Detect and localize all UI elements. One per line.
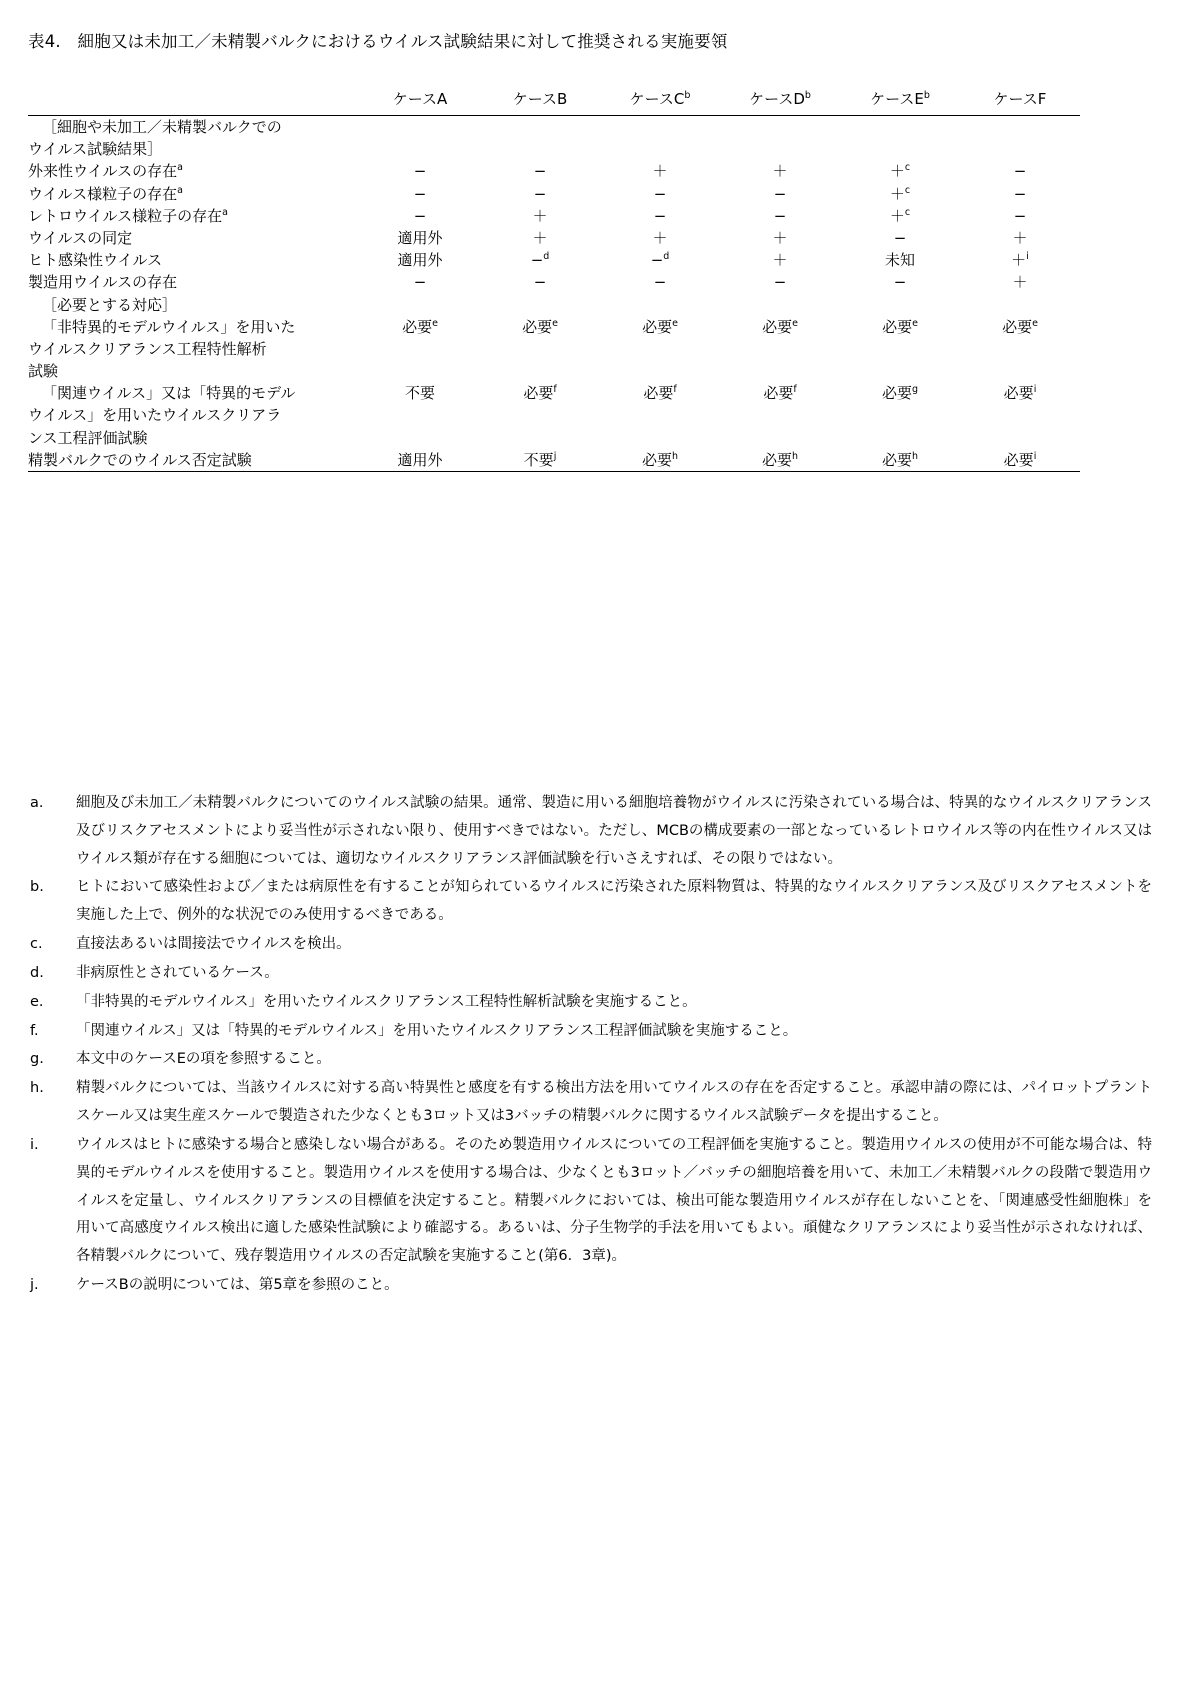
cell-d-value: ＋	[772, 228, 788, 247]
cell-a-value: 適用外	[397, 251, 443, 270]
cell-f	[960, 382, 1080, 449]
table-row	[28, 116, 1080, 161]
header-case-e-sup: b	[923, 90, 930, 101]
cell-f-sup: e	[1032, 317, 1038, 329]
row-label	[28, 271, 360, 293]
cell-e-value: ＋	[889, 162, 905, 181]
row-label-sup: a	[177, 162, 183, 174]
row-label-line2: ウイルス」を用いたウイルスクリアラ	[28, 406, 282, 425]
header-case-b	[480, 88, 600, 116]
table-row	[28, 227, 1080, 249]
table-header	[28, 88, 1080, 116]
footnote-b	[28, 874, 1152, 930]
cell-f	[960, 183, 1080, 205]
footnote-d-key: d.	[30, 964, 44, 981]
cell-e-value: ＋	[889, 184, 905, 203]
row-label	[28, 316, 360, 383]
cell-c	[600, 160, 720, 182]
cell-e-sup: e	[912, 317, 918, 329]
cell-d-sup: f	[793, 384, 797, 396]
cell-c	[600, 271, 720, 293]
row-label	[28, 183, 360, 205]
cell-c	[600, 249, 720, 271]
header-case-f	[960, 88, 1080, 116]
footnote-c	[28, 931, 1152, 959]
footnote-g-key: g.	[30, 1051, 44, 1068]
table-row	[28, 449, 1080, 471]
cell-f-value: ＋	[1011, 251, 1027, 270]
cell-d	[720, 382, 840, 449]
footnote-a-key: a.	[30, 795, 44, 811]
row-label-text: ［必要とする対応］	[42, 295, 178, 314]
row-label-text: レトロウイルス様粒子の存在	[28, 206, 223, 225]
row-label	[28, 116, 360, 161]
cell-c	[600, 449, 720, 471]
cell-e	[840, 205, 960, 227]
header-case-a-label: ケースA	[392, 90, 448, 108]
footnote-a-text: 細胞及び未加工／未精製バルクについてのウイルス試験の結果。通常、製造に用いる細胞培養物がウイルスに汚染されている場合は、特異的なウイルスクリアランス及びリスクアセスメントにより妥当性が示されない限り、使用すべきではない。ただし、MCBの構成要素の一部となっているレトロウイルス等の内在性ウイルス又はウイルス類が存在する細胞については、適切なウイルスクリアランス評価試験を行いさえすれば、その限りではない。	[76, 795, 1152, 867]
cell-a-value: 不要	[404, 384, 435, 403]
cell-f-sup: i	[1033, 450, 1037, 462]
cell-a	[360, 227, 480, 249]
cell-b	[480, 249, 600, 271]
cell-f	[960, 160, 1080, 182]
cell-c	[600, 316, 720, 383]
cell-b-sup: d	[543, 251, 550, 263]
row-label-text: 製造用ウイルスの存在	[28, 273, 178, 292]
cell-b	[480, 227, 600, 249]
footnote-f	[28, 1018, 1152, 1046]
row-label-text: 外来性ウイルスの存在	[28, 162, 178, 181]
cell-b	[480, 205, 600, 227]
cell-f-value: 必要	[1002, 317, 1033, 336]
row-label-text: ウイルス様粒子の存在	[28, 184, 178, 203]
footnote-f-text: 「関連ウイルス」又は「特異的モデルウイルス」を用いたウイルスクリアランス工程評価試験を実施すること。	[76, 1022, 798, 1039]
row-label	[28, 449, 360, 471]
cell-c	[600, 227, 720, 249]
row-label-line1: 「関連ウイルス」又は「特異的モデル	[42, 384, 296, 403]
table-row	[28, 205, 1080, 227]
row-label-line3: ンス工程評価試験	[28, 428, 148, 447]
cell-e	[840, 160, 960, 182]
cell-b	[480, 271, 600, 293]
cell-b-sup: j	[553, 450, 557, 462]
cell-d	[720, 271, 840, 293]
cell-e-sup: c	[904, 184, 911, 196]
cell-b	[480, 160, 600, 182]
cell-c-sup: e	[672, 317, 678, 329]
cell-d	[720, 160, 840, 182]
cell-a	[360, 205, 480, 227]
cell-e-sup: h	[911, 450, 919, 462]
cell-b	[480, 116, 600, 161]
cell-f-value: ＋	[1012, 273, 1028, 292]
cell-a	[360, 316, 480, 383]
cell-e-sup: c	[904, 162, 911, 174]
row-label	[28, 249, 360, 271]
footnote-f-key: f.	[30, 1022, 39, 1039]
cell-c-value: 必要	[642, 317, 673, 336]
footnote-j-key: j.	[30, 1277, 39, 1294]
cell-c	[600, 382, 720, 449]
cell-b-sup: f	[553, 384, 557, 396]
cell-f	[960, 271, 1080, 293]
footnote-g	[28, 1046, 1152, 1074]
header-case-e	[840, 88, 960, 116]
footnote-i	[28, 1132, 1152, 1271]
row-label-line2: ウイルスクリアランス工程特性解析	[28, 339, 267, 358]
cell-d	[720, 249, 840, 271]
cell-d	[720, 227, 840, 249]
cell-b	[480, 294, 600, 316]
cell-a-value: −	[413, 162, 427, 181]
cell-f	[960, 116, 1080, 161]
header-case-d-sup: b	[804, 90, 811, 101]
footnote-i-key: i.	[30, 1136, 39, 1153]
cell-c-value: ＋	[652, 162, 668, 181]
cell-d-value: −	[773, 273, 787, 292]
cell-b-value: ＋	[532, 228, 548, 247]
row-label-sup: a	[177, 184, 183, 196]
cell-b-value: −	[533, 273, 547, 292]
cell-b-sup: e	[552, 317, 558, 329]
row-label-line3: 試験	[28, 362, 59, 381]
footnote-j-text: ケースBの説明については、第5章を参照のこと。	[76, 1277, 399, 1294]
cell-a	[360, 294, 480, 316]
cell-e-value: 未知	[884, 251, 915, 270]
row-label-line1: ［細胞や未加工／未精製バルクでの	[42, 118, 282, 136]
cell-e-value: −	[893, 273, 907, 292]
row-label	[28, 382, 360, 449]
header-case-f-label: ケースF	[993, 90, 1047, 108]
cell-c-sup: h	[671, 450, 679, 462]
cell-f	[960, 249, 1080, 271]
cell-d-value: ＋	[772, 162, 788, 181]
cell-e	[840, 183, 960, 205]
footnote-b-key: b.	[30, 879, 44, 896]
cell-d	[720, 205, 840, 227]
table-caption: 表4. 細胞又は未加工／未精製バルクにおけるウイルス試験結果に対して推奨される実施要領	[28, 32, 728, 51]
footnote-j	[28, 1272, 1152, 1300]
cell-a-sup: e	[432, 317, 438, 329]
cell-c	[600, 294, 720, 316]
row-label	[28, 160, 360, 182]
footnotes-list	[28, 790, 1152, 1301]
cell-e	[840, 271, 960, 293]
cell-e	[840, 316, 960, 383]
cell-a-value: 適用外	[397, 450, 443, 469]
cell-c-value: 必要	[643, 384, 674, 403]
cell-d-sup: h	[791, 450, 799, 462]
cell-d-value: 必要	[761, 450, 792, 469]
cell-f-value: −	[1013, 184, 1027, 203]
cell-c-value: 必要	[641, 450, 672, 469]
cell-e	[840, 294, 960, 316]
footnote-h	[28, 1075, 1152, 1131]
cell-f	[960, 449, 1080, 471]
header-case-d-label: ケースD	[749, 90, 805, 108]
header-case-c-sup: b	[684, 90, 691, 101]
cell-f	[960, 316, 1080, 383]
header-case-c-label: ケースC	[629, 90, 685, 108]
table-body	[28, 116, 1080, 472]
row-label	[28, 205, 360, 227]
footnote-c-key: c.	[30, 936, 43, 953]
cell-c-value: ＋	[652, 228, 668, 247]
table-bottom-rule	[28, 471, 1080, 472]
footnote-g-text: 本文中のケースEの項を参照すること。	[76, 1051, 331, 1068]
cell-d-value: 必要	[762, 317, 793, 336]
footnote-e-key: e.	[30, 993, 44, 1010]
cell-c-value: −	[653, 184, 667, 203]
cell-c	[600, 183, 720, 205]
cell-d	[720, 316, 840, 383]
cell-f	[960, 227, 1080, 249]
cell-a	[360, 382, 480, 449]
cell-d-value: ＋	[772, 251, 788, 270]
cell-e-sup: c	[904, 206, 911, 218]
cell-e	[840, 116, 960, 161]
cell-f-value: −	[1013, 162, 1027, 181]
cell-b	[480, 316, 600, 383]
cell-e	[840, 227, 960, 249]
row-label-text: ウイルスの同定	[28, 228, 133, 247]
cell-e-value: 必要	[881, 384, 912, 403]
cell-a-value: 適用外	[397, 228, 443, 247]
cell-b-value: 不要	[523, 450, 554, 469]
row-label-line1: 「非特異的モデルウイルス」を用いた	[42, 317, 296, 336]
header-case-c	[600, 88, 720, 116]
cell-f	[960, 294, 1080, 316]
footnote-h-key: h.	[30, 1080, 44, 1097]
cell-a-value: −	[413, 206, 427, 225]
cell-d-value: 必要	[763, 384, 794, 403]
virus-testing-table	[28, 88, 1080, 471]
cell-b-value: 必要	[523, 384, 554, 403]
cell-a-value: −	[413, 184, 427, 203]
table-row	[28, 249, 1080, 271]
row-label-text: 精製バルクでのウイルス否定試験	[28, 450, 252, 469]
cell-b	[480, 183, 600, 205]
footnote-b-text: ヒトにおいて感染性および／または病原性を有することが知られているウイルスに汚染された原料物質は、特異的なウイルスクリアランス及びリスクアセスメントを実施した上で、例外的な状況でのみ使用するべきである。	[76, 879, 1152, 924]
table-row	[28, 382, 1080, 449]
cell-a	[360, 449, 480, 471]
cell-f-value: ＋	[1012, 228, 1028, 247]
cell-d	[720, 116, 840, 161]
table-container	[28, 88, 1080, 472]
table-row	[28, 271, 1080, 293]
cell-c-sup: d	[663, 251, 670, 263]
cell-b-value: ＋	[532, 206, 548, 225]
header-rowlabel	[28, 88, 360, 116]
header-case-a	[360, 88, 480, 116]
cell-d	[720, 449, 840, 471]
cell-e-value: 必要	[882, 317, 913, 336]
header-row	[28, 88, 1080, 116]
cell-e-value: ＋	[889, 206, 905, 225]
row-label	[28, 294, 360, 316]
cell-c-sup: f	[673, 384, 677, 396]
cell-b	[480, 382, 600, 449]
table-row	[28, 183, 1080, 205]
cell-e	[840, 382, 960, 449]
header-case-b-label: ケースB	[512, 90, 568, 108]
footnote-e	[28, 989, 1152, 1017]
cell-a-value: −	[413, 273, 427, 292]
table-row	[28, 316, 1080, 383]
cell-a	[360, 160, 480, 182]
footnote-d-text: 非病原性とされているケース。	[76, 964, 279, 981]
cell-a	[360, 116, 480, 161]
cell-d	[720, 294, 840, 316]
cell-d-value: −	[773, 184, 787, 203]
cell-e-value: 必要	[881, 450, 912, 469]
cell-d-value: −	[773, 206, 787, 225]
table-row	[28, 294, 1080, 316]
cell-b-value: 必要	[522, 317, 553, 336]
cell-d	[720, 183, 840, 205]
footnote-e-text: 「非特異的モデルウイルス」を用いたウイルスクリアランス工程特性解析試験を実施すること。	[76, 993, 697, 1010]
cell-e	[840, 249, 960, 271]
footnote-i-text: ウイルスはヒトに感染する場合と感染しない場合がある。そのため製造用ウイルスについての工程評価を実施すること。製造用ウイルスの使用が不可能な場合は、特異的モデルウイルスを使用すること。製造用ウイルスを使用する場合は、少なくとも3ロット／バッチの細胞培養を用いて、未加工／未精製バルクの段階で製造用ウイルスを定量し、ウイルスクリアランスの目標値を決定すること。精製バルクにおいては、検出可能な製造用ウイルスが存在しないことを、「関連感受性細胞株」を用いて高感度ウイルス検出に適した感染性試験により確認する。あるいは、分子生物学的手法を用いてもよい。頑健なクリアランスにより妥当性が示されなければ、各精製バルクについて、残存製造用ウイルスの否定試験を実施すること(第6．3章)。	[76, 1136, 1152, 1265]
header-case-e-label: ケースE	[870, 90, 924, 108]
cell-a	[360, 271, 480, 293]
cell-d-sup: e	[792, 317, 798, 329]
cell-b-value: −	[530, 251, 544, 270]
cell-f-value: 必要	[1003, 384, 1034, 403]
cell-f-value: 必要	[1003, 450, 1034, 469]
cell-b-value: −	[533, 162, 547, 181]
cell-a	[360, 183, 480, 205]
cell-e-value: −	[893, 228, 907, 247]
cell-f-value: −	[1013, 206, 1027, 225]
cell-c-value: −	[653, 273, 667, 292]
cell-c	[600, 116, 720, 161]
cell-b	[480, 449, 600, 471]
cell-e-sup: g	[911, 384, 919, 396]
footnote-a	[28, 790, 1152, 873]
table-row	[28, 160, 1080, 182]
cell-f-sup: i	[1033, 384, 1037, 396]
cell-f-sup: i	[1026, 251, 1029, 263]
header-case-d	[720, 88, 840, 116]
footnote-d	[28, 960, 1152, 988]
cell-f	[960, 205, 1080, 227]
cell-c-value: −	[653, 206, 667, 225]
cell-a	[360, 249, 480, 271]
footnote-c-text: 直接法あるいは間接法でウイルスを検出。	[76, 936, 351, 953]
cell-c	[600, 205, 720, 227]
cell-a-value: 必要	[402, 317, 433, 336]
row-label	[28, 227, 360, 249]
cell-c-value: −	[650, 251, 664, 270]
cell-b-value: −	[533, 184, 547, 203]
footnote-h-text: 精製バルクについては、当該ウイルスに対する高い特異性と感度を有する検出方法を用いてウイルスの存在を否定すること。承認申請の際には、パイロットプラントスケール又は実生産スケールで製造された少なくとも3ロット又は3バッチの精製バルクに関するウイルス試験データを提出すること。	[76, 1080, 1152, 1125]
cell-e	[840, 449, 960, 471]
row-label-line2: ウイルス試験結果］	[28, 140, 163, 159]
row-label-text: ヒト感染性ウイルス	[28, 251, 163, 270]
row-label-sup: a	[222, 206, 228, 218]
